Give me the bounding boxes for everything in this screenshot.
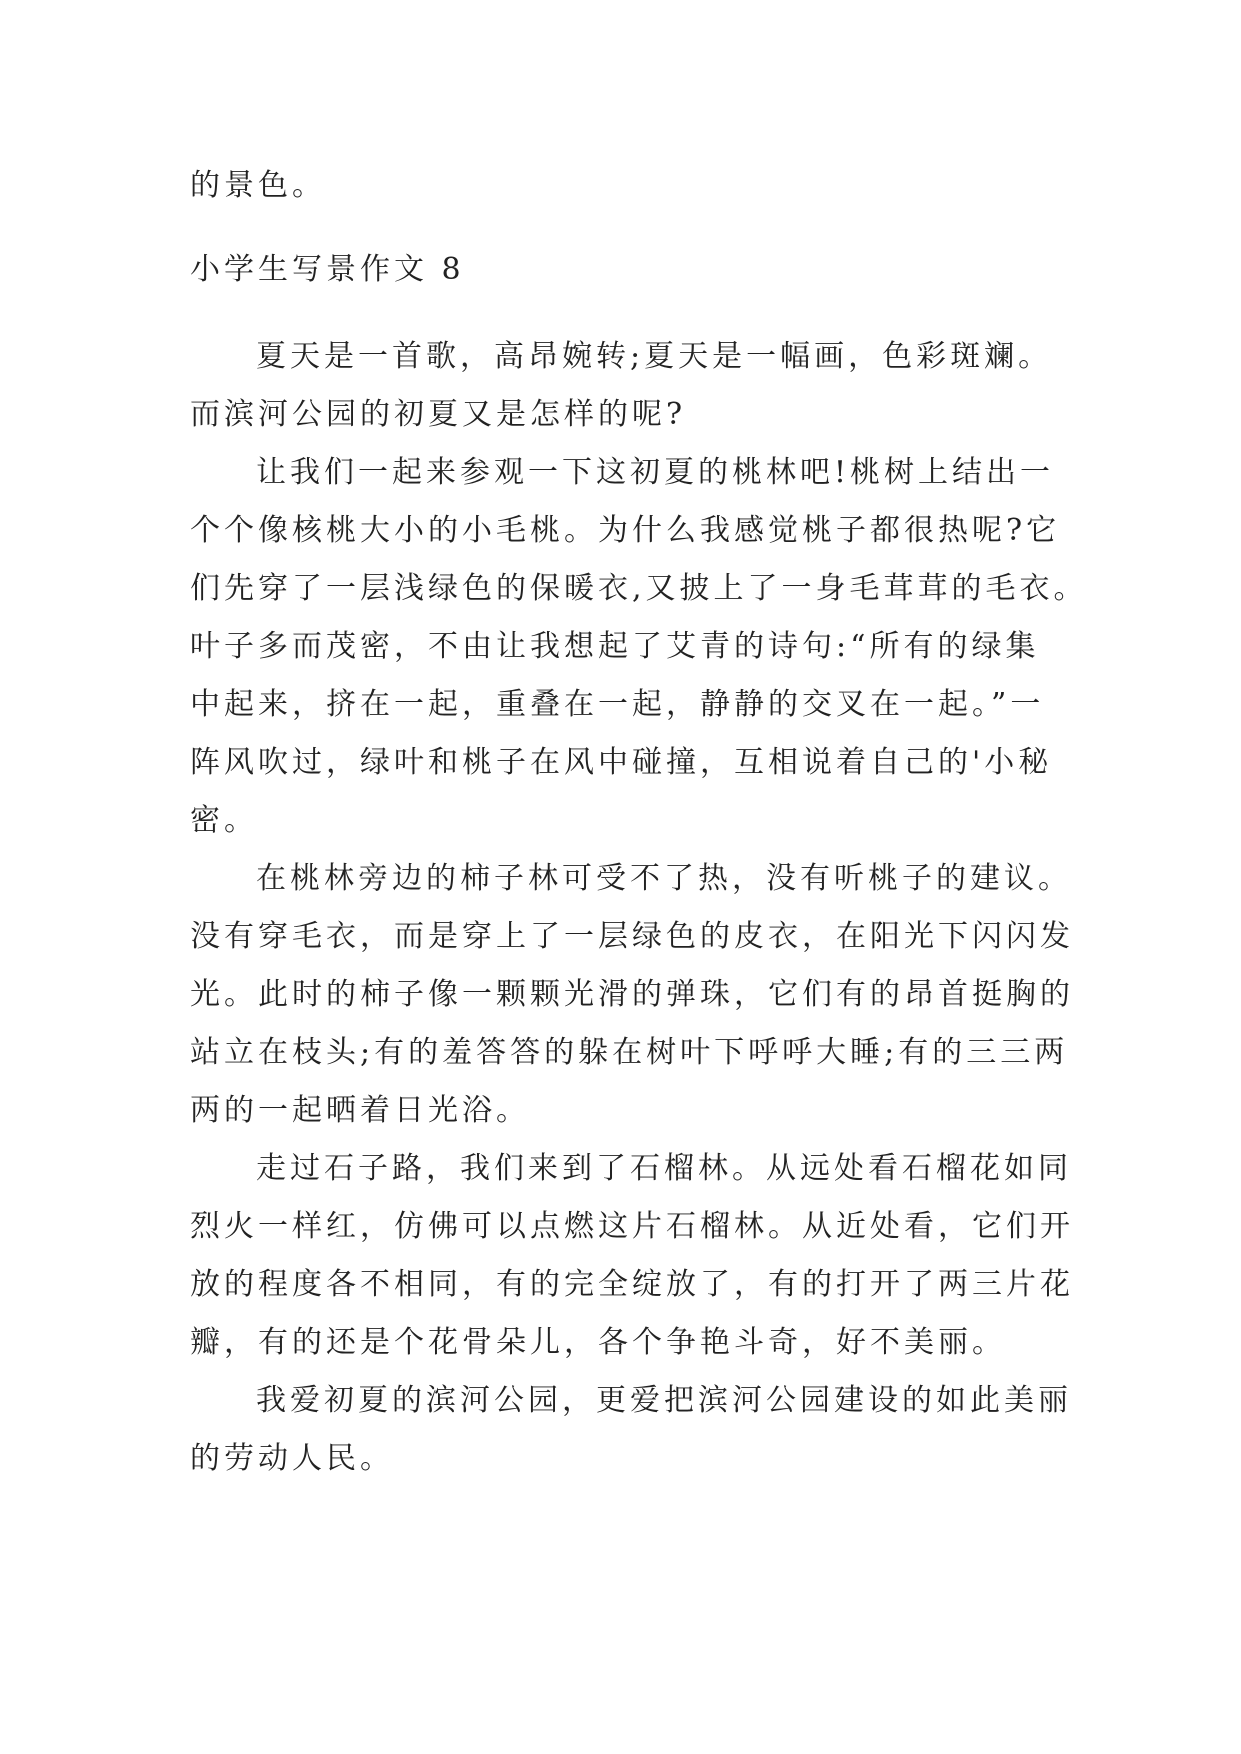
section-title-text: 小学生写景作文 8 [190, 252, 465, 287]
paragraph [190, 444, 1088, 850]
text-line: 的劳动人民。 [190, 1441, 394, 1476]
text-line: 的景色。 [190, 168, 326, 203]
essay-body [190, 328, 1088, 1488]
text-line: 夏天是一首歌，高昂婉转;夏天是一幅画，色彩斑斓。 [256, 339, 1053, 374]
text-line: 瓣，有的还是个花骨朵儿，各个争艳斗奇，好不美丽。 [190, 1325, 1006, 1360]
paragraph [190, 1140, 1074, 1372]
text-line: 而滨河公园的初夏又是怎样的呢? [190, 397, 687, 432]
text-line: 阵风吹过，绿叶和桃子在风中碰撞，互相说着自己的'小秘 [190, 745, 1053, 780]
paragraph [190, 328, 1052, 444]
text-line: 个个像核桃大小的小毛桃。为什么我感觉桃子都很热呢?它 [190, 513, 1061, 548]
text-line: 站立在枝头;有的羞答答的躲在树叶下呼呼大睡;有的三三两 [190, 1035, 1069, 1070]
text-line: 我爱初夏的滨河公园，更爱把滨河公园建设的如此美丽 [256, 1383, 1072, 1418]
previous-paragraph-ending [190, 157, 1052, 215]
text-line: 叶子多而茂密，不由让我想起了艾青的诗句:“所有的绿集 [190, 629, 1040, 664]
text-line: 两的一起晒着日光浴。 [190, 1093, 530, 1128]
text-line: 在桃林旁边的柿子林可受不了热，没有听桃子的建议。 [256, 861, 1072, 896]
section-title [190, 241, 1052, 299]
text-line: 们先穿了一层浅绿色的保暖衣,又披上了一身毛茸茸的毛衣。 [190, 571, 1088, 606]
text-line: 没有穿毛衣，而是穿上了一层绿色的皮衣，在阳光下闪闪发 [190, 919, 1074, 954]
text-line: 光。此时的柿子像一颗颗光滑的弹珠，它们有的昂首挺胸的 [190, 977, 1074, 1012]
text-line: 密。 [190, 803, 258, 838]
text-line: 中起来，挤在一起，重叠在一起，静静的交叉在一起。”一 [190, 687, 1045, 722]
text-line: 放的程度各不相同，有的完全绽放了，有的打开了两三片花 [190, 1267, 1074, 1302]
text-line: 烈火一样红，仿佛可以点燃这片石榴林。从近处看，它们开 [190, 1209, 1074, 1244]
text-line: 让我们一起来参观一下这初夏的桃林吧!桃树上结出一 [256, 455, 1055, 490]
text-line: 走过石子路，我们来到了石榴林。从远处看石榴花如同 [256, 1151, 1072, 1186]
paragraph [190, 1372, 1072, 1488]
paragraph [190, 850, 1074, 1140]
